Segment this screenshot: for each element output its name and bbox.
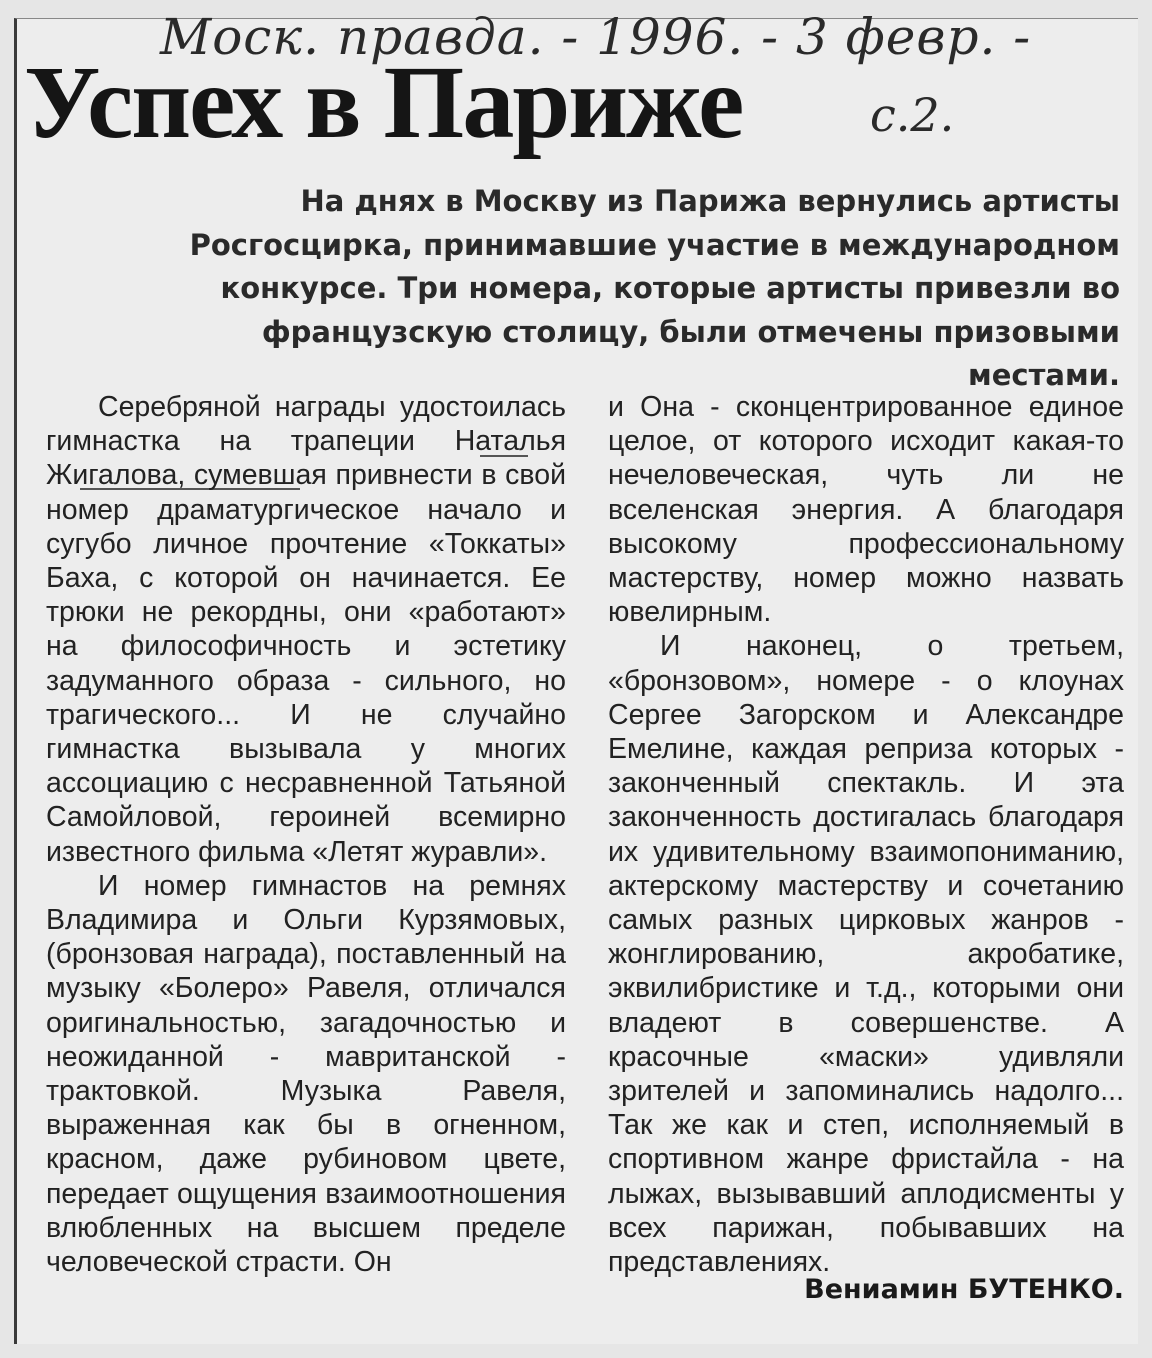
author-byline: Вениамин БУТЕНКО. — [804, 1274, 1124, 1305]
paragraph: И номер гимнастов на ремнях Владимира и Ольги Курзямовых, (бронзовая награда), поставленный на музыку «Болеро» Равеля, отличался оригинальностью, загадочностью и неожиданной - мавританской - трактовкой. Музыка Равеля, выраженная как бы в огненном, красном, даже рубиновом цвете, передает ощущения взаимоотношения влюбленных на высшем пределе человеческой страсти. Он — [46, 869, 566, 1279]
article-body — [40, 390, 1128, 1330]
handwritten-source-note: Моск. правда. - 1996. - 3 февр. - — [160, 8, 1032, 66]
left-column — [46, 390, 566, 1279]
paragraph: и Она - сконцентрированное единое целое, от которого исходит какая-то нечеловеческая, чуть ли не вселенская энергия. А благодаря высокому профессиональному мастерству, номер можно назвать ювелирным. — [608, 391, 1124, 629]
paragraph: Серебряной награды удостоилась гимнастка на трапеции Наталья Жигалова, сумевшая привнести в свой номер драматургическое начало и сугубо личное прочтение «Токкаты» Баха, с которой он начинается. Ее трюки не рекордны, они «работают» на философичность и эстетику задуманного образа - сильного, но трагического... И не случайно гимнастка вызывала у многих ассоциацию с несравненной Татьяной Самойловой, героиней всемирно известного фильма «Летят журавли». — [46, 391, 566, 868]
paragraph: И наконец, о третьем, «бронзовом», номере - о клоунах Сергее Загорском и Александре Емелине, каждая реприза которых - законченный спектакль. И эта законченность достигалась благодаря их удивительному взаимопониманию, актерскому мастерству и сочетанию самых разных цирковых жанров - жонглированию, акробатике, эквилибристике и т.д., которыми они владеют в совершенстве. А красочные «маски» удивляли зрителей и запоминались надолго... Так же как и степ, исполняемый в спортивном жанре фристайла - на лыжах, вызывавший аплодисменты у всех парижан, побывавших на представлениях. — [608, 630, 1124, 1279]
article-lead: На днях в Москву из Парижа вернулись артисты Росгосцирка, принимавшие участие в международном конкурсе. Три номера, которые артисты привезли во французскую столицу, были отмечены призовыми местами. — [189, 184, 1120, 392]
right-column — [608, 390, 1124, 1279]
article-headline: Успех в Париже — [24, 45, 743, 160]
handwritten-page-note: с.2. — [870, 88, 955, 142]
